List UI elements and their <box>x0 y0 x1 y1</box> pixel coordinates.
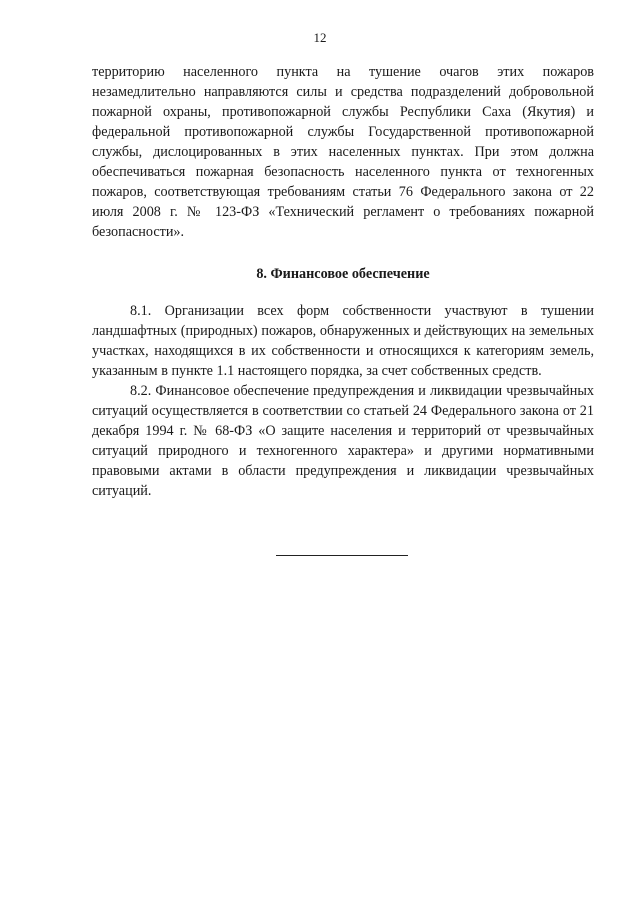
document-body <box>92 62 594 501</box>
page-number: 12 <box>313 30 327 45</box>
paragraph-8-1: 8.1. Организации всех форм собственности участвуют в тушении ландшафтных (природных) пожаров, обнаруженных и действующих на земельных участках, находящихся в их собственности и относящихся к категориям земель, указанным в пункте 1.1 настоящего порядка, за счет собственных средств. <box>92 303 594 379</box>
section-heading: 8. Финансовое обеспечение <box>256 266 430 282</box>
paragraph-8-2: 8.2. Финансовое обеспечение предупреждения и ликвидации чрезвычайных ситуаций осуществляется в соответствии со статьей 24 Федерального закона от 21 декабря 1994 г. № 68-ФЗ «О защите населения и территорий от чрезвычайных ситуаций природного и техногенного характера» и другими нормативными правовыми актами в области предупреждения и ликвидации чрезвычайных ситуаций. <box>92 383 594 499</box>
end-separator-line <box>276 555 408 556</box>
continued-paragraph: территорию населенного пункта на тушение очагов этих пожаров незамедлительно направляются силы и средства подразделений добровольной пожарной охраны, противопожарной службы Республики Саха (Якутия) и федеральной противопожарной службы Государственной противопожарной службы, дислоцированных в этих населенных пунктах. При этом должна обеспечиваться пожарная безопасность населенного пункта от техногенных пожаров, соответствующая требованиям статьи 76 Федерального закона от 22 июля 2008 г. № 123-ФЗ «Технический регламент о требованиях пожарной безопасности». <box>92 64 594 240</box>
